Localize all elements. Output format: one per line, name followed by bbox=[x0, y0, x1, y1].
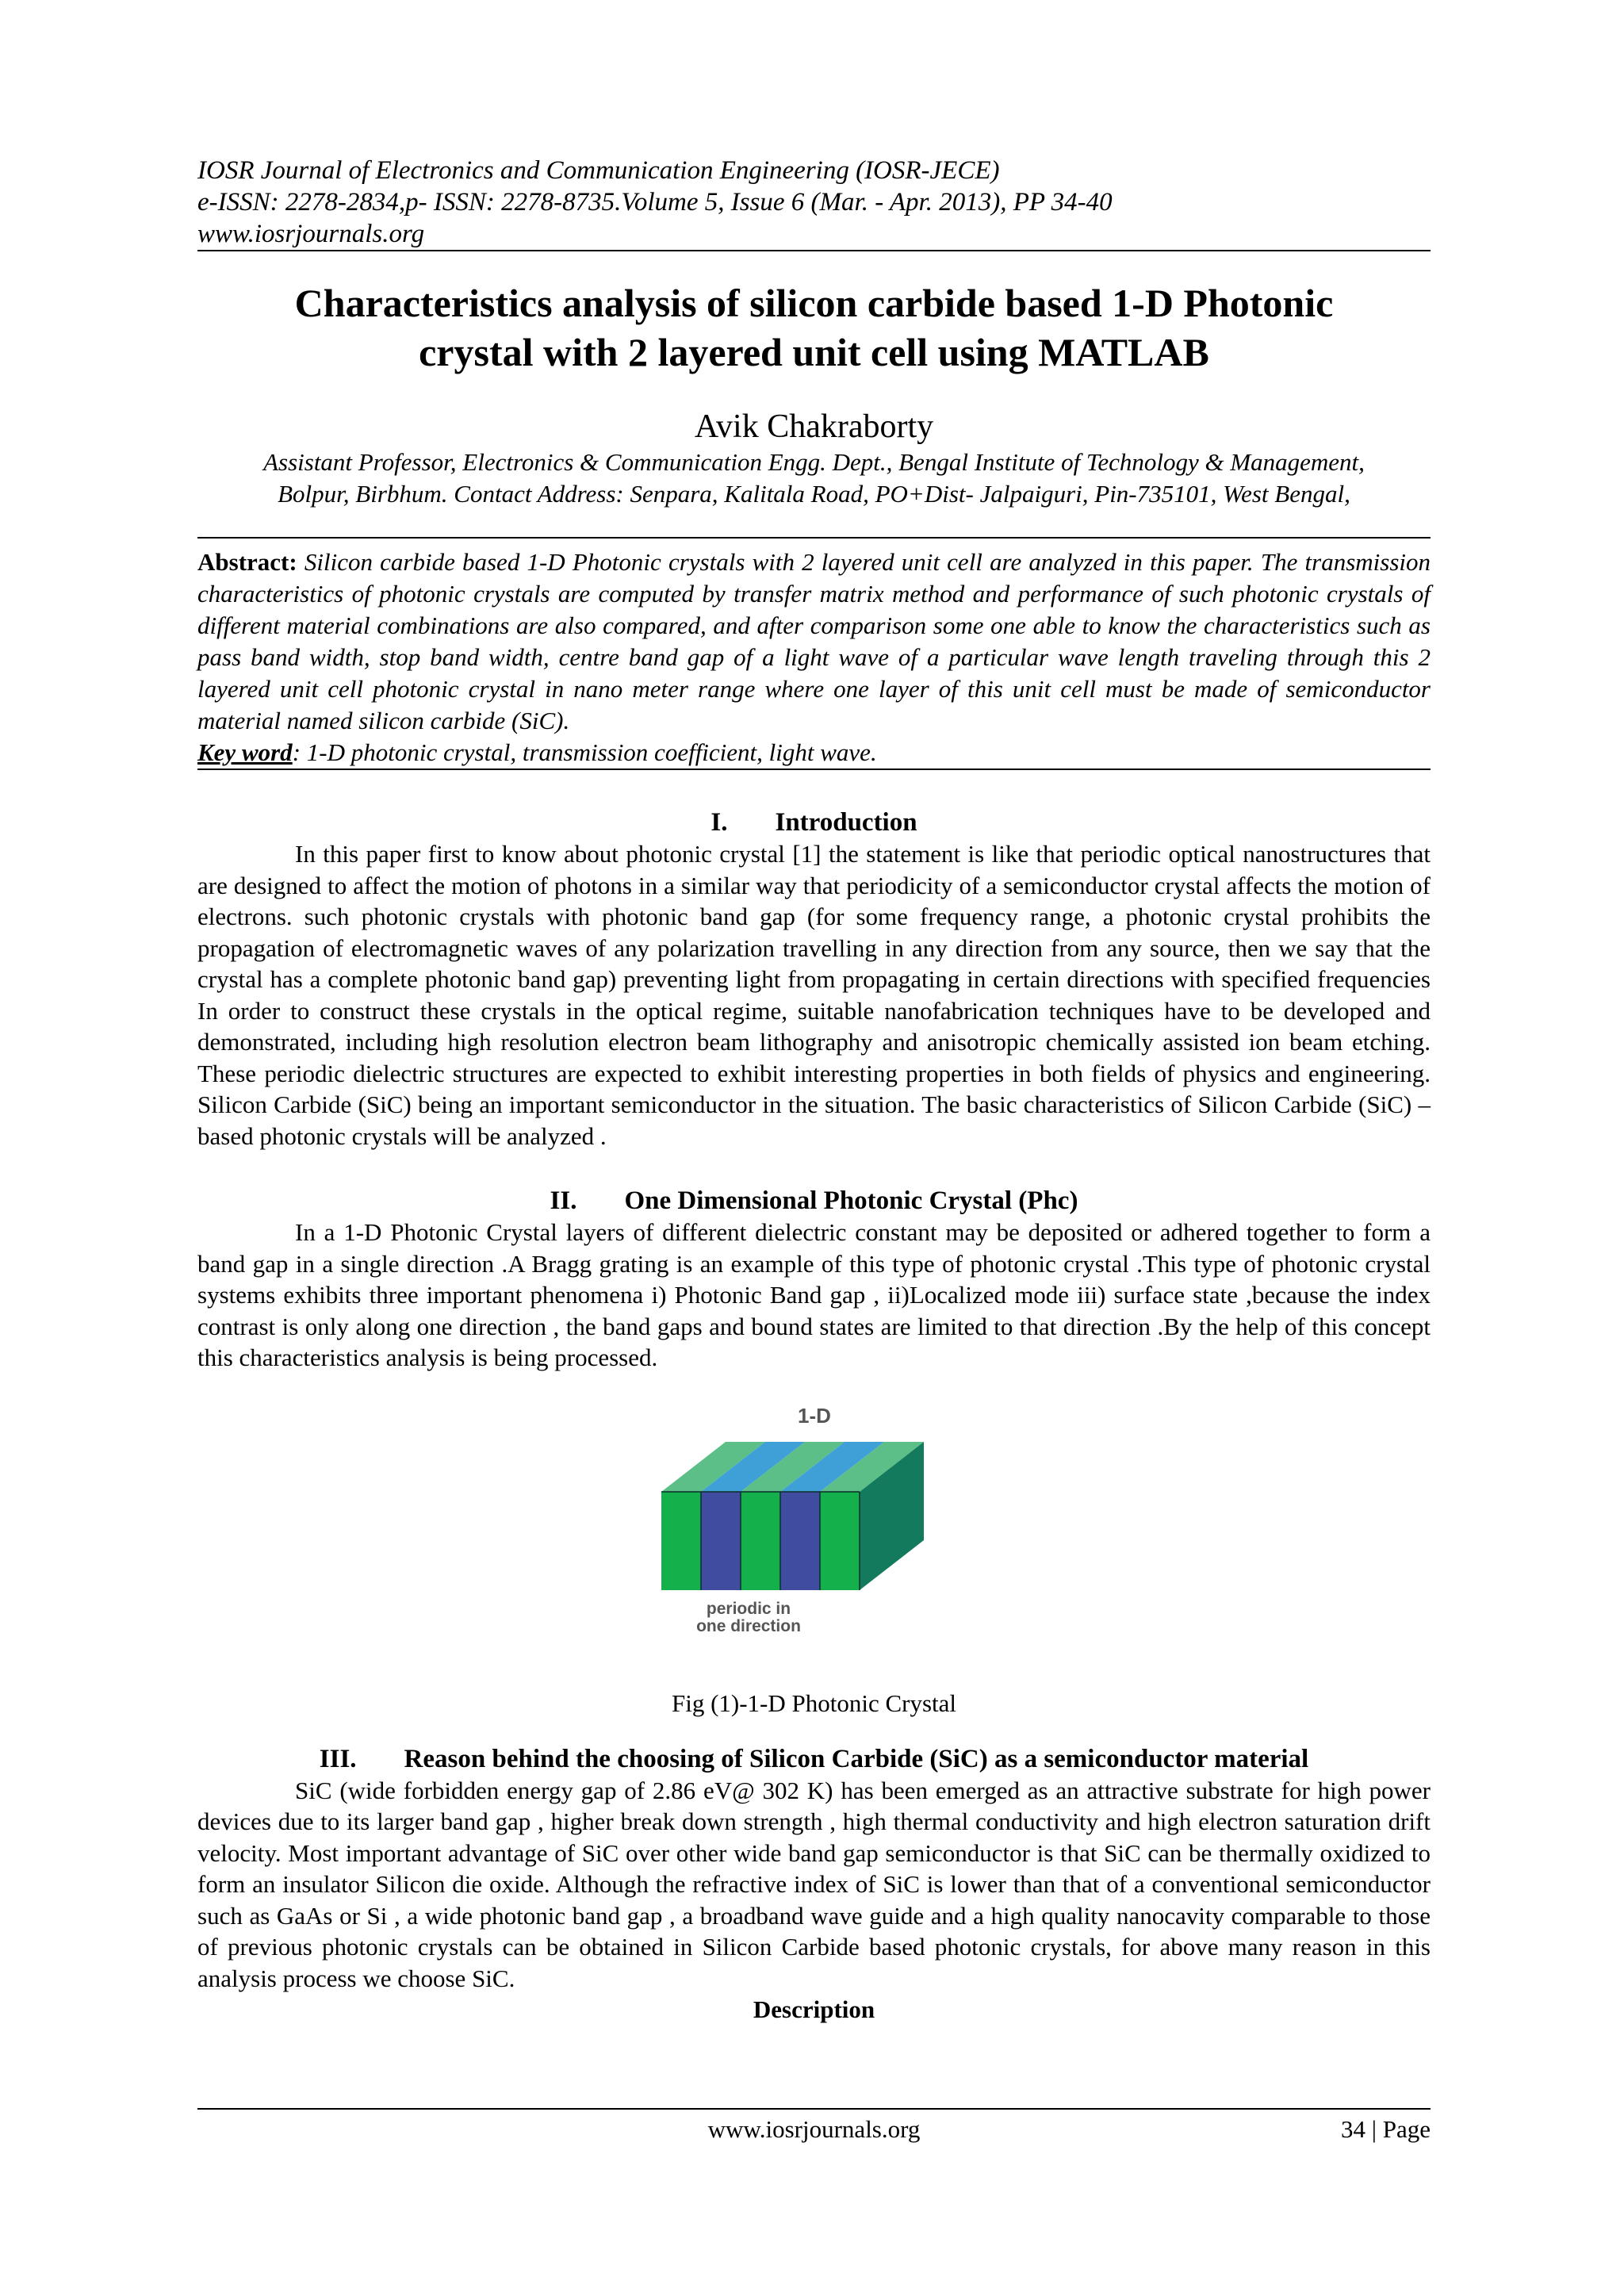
journal-issn: e-ISSN: 2278-2834,p- ISSN: 2278-8735.Volume 5, Issue 6 (Mar. - Apr. 2013), PP 34-40 bbox=[197, 188, 1113, 217]
keywords-label: Key word bbox=[197, 738, 293, 766]
section-heading-1d-photonic-crystal bbox=[197, 1185, 1431, 1217]
journal-website: www.iosrjournals.org bbox=[197, 220, 425, 248]
section-title: One Dimensional Photonic Crystal (Phc) bbox=[624, 1186, 1078, 1215]
header-rule bbox=[197, 250, 1431, 251]
section-number: I. bbox=[710, 808, 728, 837]
introduction-paragraph: In this paper first to know about photonic crystal [1] the statement is like that periodic optical nanostructures that are designed to affect the motion of photons in a similar way that periodicity of a semiconductor crystal affects the motion of electrons. such photonic crystals with photonic band gap (for some frequency range, a photonic crystal prohibits the propagation of electromagnetic waves of any polarization travelling in any direction from any source, then we say that the crystal has a complete photonic band gap) preventing light from propagating in certain directions with specified frequencies In order to construct these crystals in the optical regime, suitable nanofabrication techniques have to be developed and demonstrated, including high resolution electron beam lithography and anisotropic chemically assisted ion beam etching. These periodic dielectric structures are expected to exhibit interesting properties in both fields of physics and engineering. Silicon Carbide (SiC) being an important semiconductor in the situation. The basic characteristics of Silicon Carbide (SiC) – based photonic crystals will be analyzed . bbox=[197, 840, 1431, 1150]
footer-rule bbox=[197, 2108, 1431, 2110]
author-affiliation bbox=[197, 447, 1431, 510]
abstract-label: Abstract: bbox=[197, 548, 297, 576]
diagram-bottom-label-2: one direction bbox=[696, 1616, 801, 1635]
keywords bbox=[197, 737, 1431, 769]
diagram-top-label: 1-D bbox=[798, 1405, 831, 1428]
journal-name: IOSR Journal of Electronics and Communication Engineering (IOSR-JECE) bbox=[197, 156, 1000, 185]
author-name: Avik Chakraborty bbox=[694, 408, 934, 445]
page-number: 34 | Page bbox=[1341, 2115, 1431, 2143]
sic-reason-paragraph: SiC (wide forbidden energy gap of 2.86 eV@ 302 K) has been emerged as an attractive substrate for high power devices due to its larger band gap , higher break down strength , high thermal conductivity and high electron saturation drift velocity. Most important advantage of SiC over other wide band gap semiconductor is that SiC can be thermally oxidized to form an insulator Silicon die oxide. Although the refractive index of SiC is lower than that of a conventional semiconductor such as GaAs or Si , a wide photonic band gap , a broadband wave guide and a high quality nanocavity comparable to those of previous photonic crystals can be obtained in Silicon Carbide based photonic crystals, for above many reason in this analysis process we choose SiC. bbox=[197, 1776, 1431, 1992]
affiliation-line-1: Assistant Professor, Electronics & Communication Engg. Dept., Bengal Institute of Technology & Management, bbox=[263, 448, 1365, 476]
figure-1d-photonic-crystal bbox=[197, 1405, 1431, 1667]
description-heading: Description bbox=[753, 1995, 875, 2023]
layer-green-1 bbox=[661, 1492, 701, 1590]
diagram-bottom-label-1: periodic in bbox=[706, 1599, 791, 1618]
footer-website: www.iosrjournals.org bbox=[707, 2115, 921, 2143]
title-line-2: crystal with 2 layered unit cell using MATLAB bbox=[419, 330, 1209, 374]
journal-header bbox=[197, 155, 1431, 250]
section-heading-sic-reason bbox=[197, 1743, 1431, 1775]
keywords-text: : 1-D photonic crystal, transmission coefficient, light wave. bbox=[292, 738, 877, 766]
photonic-crystal-paragraph: In a 1-D Photonic Crystal layers of different dielectric constant may be deposited or adhered together to form a band gap in a single direction .A Bragg grating is an example of this type of photonic crystal .This type of photonic crystal systems exhibits three important phenomena i) Photonic Band gap , ii)Localized mode iii) surface state ,because the index contrast is only along one direction , the band gaps and bound states are limited to that direction .By the help of this concept this characteristics analysis is being processed. bbox=[197, 1218, 1431, 1371]
layer-blue-2 bbox=[780, 1492, 820, 1590]
layer-blue-1 bbox=[701, 1492, 741, 1590]
figure-caption: Fig (1)-1-D Photonic Crystal bbox=[671, 1688, 957, 1717]
abstract bbox=[197, 539, 1431, 769]
photonic-crystal-diagram bbox=[661, 1405, 979, 1643]
page bbox=[197, 155, 1431, 2026]
section-heading-introduction bbox=[197, 807, 1431, 838]
section-title: Introduction bbox=[775, 808, 917, 837]
layer-green-2 bbox=[741, 1492, 780, 1590]
section-title: Reason behind the choosing of Silicon Carbide (SiC) as a semiconductor material bbox=[404, 1744, 1309, 1773]
abstract-text: Silicon carbide based 1-D Photonic crystals with 2 layered unit cell are analyzed in this paper. The transmission characteristics of photonic crystals are computed by transfer matrix method and performance of such photonic crystals of different material combinations are also compared, and after comparison some one able to know the characteristics such as pass band width, stop band width, centre band gap of a light wave of a particular wave length traveling through this 2 layered unit cell photonic crystal in nano meter range where one layer of this unit cell must be made of semiconductor material named silicon carbide (SiC). bbox=[197, 548, 1431, 734]
abstract-bottom-rule bbox=[197, 769, 1431, 770]
layer-green-3 bbox=[820, 1492, 860, 1590]
title-line-1: Characteristics analysis of silicon carbide based 1-D Photonic bbox=[294, 281, 1334, 325]
paper-title bbox=[197, 278, 1431, 377]
affiliation-line-2: Bolpur, Birbhum. Contact Address: Senpara, Kalitala Road, PO+Dist- Jalpaiguri, Pin-735101, West Bengal, bbox=[278, 480, 1350, 508]
section-number: II. bbox=[550, 1186, 577, 1215]
page-footer bbox=[197, 2114, 1431, 2145]
section-number: III. bbox=[319, 1744, 357, 1773]
